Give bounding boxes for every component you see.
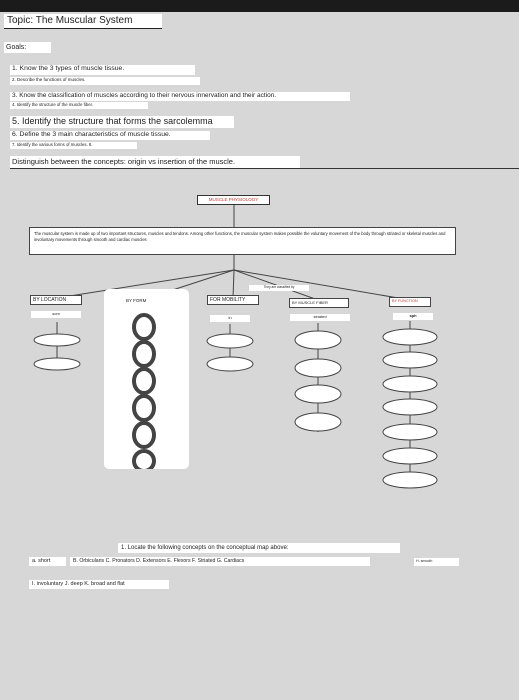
answer-ellipse: [295, 331, 341, 349]
category-answer: in: [210, 315, 250, 322]
answer-ellipse: [207, 357, 253, 371]
category-by-location: BY LOCATION: [30, 295, 82, 305]
answer-ellipse: [383, 424, 437, 440]
answer-ellipse: [134, 369, 154, 393]
concept-map-diagram: [0, 12, 519, 700]
answer-ellipse: [383, 448, 437, 464]
answer-ellipse: [383, 329, 437, 345]
page-title: Topic: The Muscular System: [4, 14, 162, 29]
category-for-mobility: FOR MOBILITY: [207, 295, 259, 305]
category-by-function: BY FUNCTION: [389, 297, 431, 307]
worksheet-page: [0, 12, 519, 700]
exercise-answer: H. smooth: [414, 558, 459, 566]
exercise-answer: B. Orbicularis C. Pronators D. Extensors E. Flexors F. Striated G. Cardiacs: [70, 557, 370, 566]
answer-ellipse: [295, 385, 341, 403]
category-by-form: BY FORM: [126, 298, 147, 303]
answer-ellipse: [134, 342, 154, 366]
category-answer: striated: [290, 314, 350, 321]
concept-map-title: MUSCLE PHYSIOLOGY: [197, 195, 270, 205]
classification-label: They are classified by: [249, 285, 309, 291]
exercise-question: 1. Locate the following concepts on the conceptual map above:: [118, 543, 400, 553]
goal-item: 6. Define the 3 main characteristics of muscle tissue.: [10, 131, 210, 140]
top-bar: [0, 0, 519, 12]
answer-ellipse: [134, 396, 154, 420]
answer-ellipse: [295, 413, 341, 431]
answer-ellipse: [134, 451, 154, 469]
category-by-muscle-fiber: BY MUSCLE FIBER: [289, 298, 349, 308]
answer-ellipse: [383, 376, 437, 392]
form-ellipses: [104, 289, 189, 469]
goal-item: 2. Describe the functions of muscles.: [10, 77, 200, 85]
answer-ellipse: [383, 399, 437, 415]
answer-ellipse: [34, 334, 80, 346]
answer-ellipse: [383, 352, 437, 368]
category-answer: som: [31, 311, 81, 318]
answer-ellipse: [383, 472, 437, 488]
answer-ellipse: [134, 315, 154, 339]
goal-item: 1. Know the 3 types of muscle tissue.: [10, 65, 195, 75]
exercise-answer: I. involuntary J. deep K. broad and flat: [29, 580, 169, 589]
exercise-answer: a. short: [29, 557, 66, 566]
goal-item: Distinguish between the concepts: origin vs insertion of the muscle.: [10, 156, 300, 168]
goal-item: 5. Identify the structure that forms the sarcolemma: [10, 116, 234, 128]
concept-map-intro: The muscular system is made up of two important structures, muscles and tendons. Among other functions, the muscular system makes possible the voluntary movement of the body through striated or skeletal muscles and involuntary movements through smooth and cardiac muscles: [29, 227, 456, 255]
category-answer: sph: [393, 313, 433, 320]
answer-ellipse: [207, 334, 253, 348]
goal-item: 3. Know the classification of muscles according to their nervous innervation and their action.: [10, 92, 350, 101]
connector-line: [233, 270, 234, 298]
goal-item: 7. Identify the various forms of muscles. 8.: [10, 142, 137, 149]
answer-ellipse: [134, 423, 154, 447]
answer-ellipse: [34, 358, 80, 370]
answer-ellipse: [295, 359, 341, 377]
goals-label: Goals:: [4, 42, 51, 53]
goal-item: 4. Identify the structure of the muscle fiber.: [10, 102, 148, 109]
form-panel: [104, 289, 189, 469]
